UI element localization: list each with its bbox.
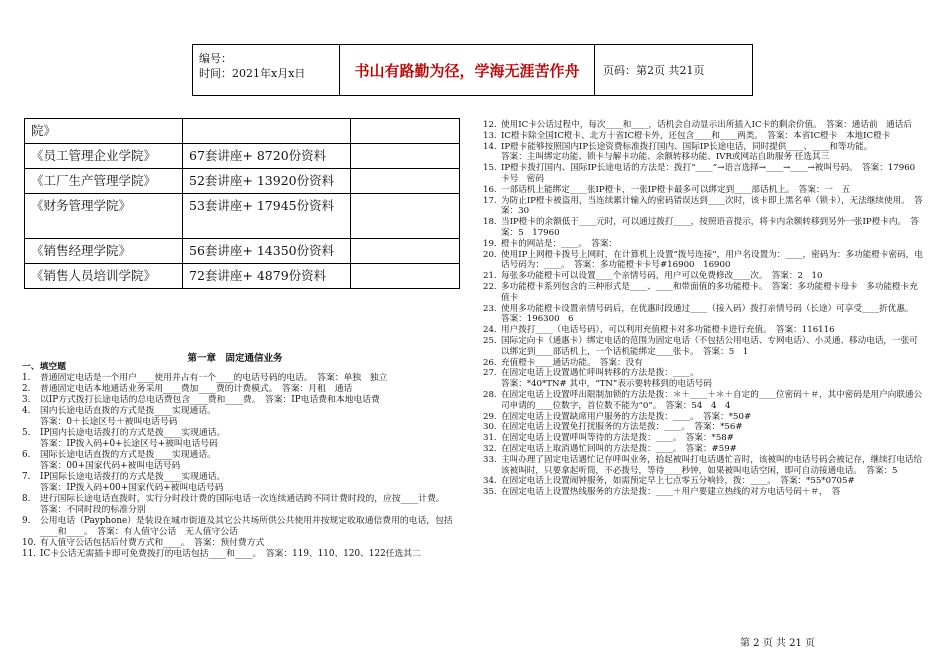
resource-table (24, 118, 460, 289)
item-text: 用户拨打____（电话号码），可以利用充值橙卡对多功能橙卡进行充值。 答案：116116 (501, 325, 835, 336)
list-item (483, 271, 923, 282)
item-number: 34. (483, 476, 497, 487)
item-number: 26. (483, 357, 497, 368)
table-cell: 52套讲座+ 13920份资料 (183, 169, 351, 194)
list-item (483, 142, 923, 153)
item-text: 答案：不同时段的标准分别 (40, 505, 146, 515)
list-item (483, 487, 923, 498)
page-header (192, 44, 753, 96)
list-item (483, 304, 923, 326)
item-text: IP国内长途电话拨打的方式是拨____实现通话。 (40, 428, 226, 438)
item-number: 15. (483, 163, 497, 174)
item-text: 在固定电话上设置遇忙呼叫转移的方法是拨：____。 (501, 368, 699, 379)
date-label: 时间：2021年x月x日 (199, 67, 306, 80)
list-item (483, 217, 923, 239)
list-item (22, 406, 467, 417)
item-text: 多功能橙卡系列包含的三种形式是____、____和带面值的多功能橙卡。 答案：多功能橙卡母卡 多功能橙卡充值卡 (501, 281, 918, 303)
item-text: 为防止IP橙卡被盗用，当连续累计输入的密码错误达到____次时，该卡即上黑名单（锁卡），无法继续使用。 答案：30 (501, 195, 923, 217)
right-column (483, 120, 923, 498)
item-number: 17. (483, 195, 497, 206)
item-number: 22. (483, 281, 497, 292)
item-number: 11. (22, 549, 36, 559)
item-number: 20. (483, 249, 497, 260)
table-cell (351, 239, 460, 264)
item-number: 8. (22, 494, 31, 504)
list-item (22, 516, 467, 538)
item-text: 答案：*40*TN# 其中，“TN”表示要转移到的电话号码 (501, 379, 712, 390)
list-item (483, 196, 923, 218)
list-item (22, 384, 467, 395)
table-row (25, 239, 460, 264)
item-text: 每张多功能橙卡可以设置____个亲情号码，用户可以免费修改____次。 答案：2 10 (501, 271, 823, 282)
list-item (22, 450, 467, 461)
item-number: 31. (483, 433, 497, 444)
list-item (22, 373, 467, 384)
item-number: 14. (483, 141, 497, 152)
table-row (25, 119, 460, 144)
item-text: 在固定电话上设置热线服务的方法是拨：____＋用户要建立热线的对方电话号码＋＃， 答 (501, 487, 841, 498)
item-number (22, 439, 40, 450)
table-row (25, 194, 460, 239)
header-motto: 书山有路勤为径，学海无涯苦作舟 (340, 45, 595, 95)
table-cell (351, 264, 460, 289)
list-item (483, 390, 923, 412)
item-number: 7. (22, 472, 31, 482)
item-text: 有人值守公话包括后付费方式和____。 答案：预付费方式 (40, 538, 265, 548)
item-number: 3. (22, 395, 31, 405)
list-item (483, 325, 923, 336)
table-cell: 《员工管理企业学院》 (25, 144, 183, 169)
list-item (22, 538, 467, 549)
list-item (22, 549, 467, 560)
list-item (483, 444, 923, 455)
item-text: 使用IC卡公话过程中，每次____和____，话机会自动显示出所插入IC卡的剩余价值。 答案：通话前 通话后 (501, 120, 912, 130)
serial-label: 编号： (199, 52, 232, 65)
table-cell: 《工厂生产管理学院》 (25, 169, 183, 194)
header-page-number: 页码：第2页 共21页 (603, 64, 705, 77)
table-cell (351, 119, 460, 144)
header-meta (193, 45, 340, 95)
list-item (22, 461, 467, 472)
list-item (22, 483, 467, 494)
item-number: 24. (483, 325, 497, 336)
item-text: 国际长途电话直拨的方式是拨____实现通话。 (40, 450, 216, 460)
page-footer: 第 2 页 共 21 页 (740, 638, 815, 649)
list-item (483, 185, 923, 196)
item-number (22, 505, 40, 516)
item-text: 普通固定电话是一个用户____使用并占有一个____的电话号码的电话。 答案：单独 独立 (40, 373, 388, 383)
list-item (483, 120, 923, 131)
item-number: 23. (483, 303, 497, 314)
chapter-title: 第一章 固定通信业务 (187, 353, 283, 364)
item-number: 4. (22, 406, 31, 416)
item-number (22, 417, 40, 428)
item-text: 充值橙卡____通话功能。 答案：没有 (501, 357, 643, 368)
item-text: 在固定电话上设置呼叫等待的方法是拨：____。 答案：*58# (501, 433, 734, 444)
item-text: 使用多功能橙卡设置亲情号码后，在优惠时段通过____（接入码）拨打亲情号码（长途）可享受____折优惠。 答案：196300 6 (501, 303, 918, 325)
item-text: IP橙卡能够按照国内IP长途资费标准拨打国内、国际IP长途电话，同时提供____、____和等功能。 (501, 141, 873, 152)
list-item (483, 422, 923, 433)
item-number: 29. (483, 411, 497, 422)
item-text: 国际定向卡（通惠卡）绑定电话的范围为固定电话（不包括公用电话、专网电话）、小灵通、移动电话，一张可以绑定到____部话机上，一个话机能绑定____张卡。 答案：5 1 (501, 335, 918, 357)
list-item (483, 152, 923, 163)
table-cell: 53套讲座+ 17945份资料 (183, 194, 351, 239)
table-cell (351, 169, 460, 194)
list-item (483, 368, 923, 379)
table-cell: 院》 (25, 119, 183, 144)
item-number: 19. (483, 238, 497, 249)
item-text: 答案：00+国家代码+被叫电话号码 (40, 461, 181, 471)
item-number: 5. (22, 428, 31, 438)
table-row (25, 169, 460, 194)
item-text: 主叫办理了固定电话遇忙记存呼叫业务，拾起被叫打电话遇忙音时，该被叫的电话号码会被记存，继续打电话给该被叫时，只要拿起听筒，不必拨号，等待____秒钟，如果被叫电话空闲，即可自动接通电话。 答案：5 (501, 454, 923, 476)
table-cell (183, 119, 351, 144)
item-text: 在固定电话上设置缺席用户服务的方法是拨：____。 答案：*50# (501, 411, 752, 422)
item-text: IP国际长途电话拨打的方式是拨____实现通话。 (40, 472, 226, 482)
list-item (483, 433, 923, 444)
item-text: 在固定电话上取消遇忙回叫的方法是拨：____。 答案：#59# (501, 443, 737, 454)
item-number: 6. (22, 450, 31, 460)
left-column (22, 362, 467, 560)
item-text: 使用IP上网橙卡拨号上网时，在计算机上设置“拨号连接”，用户名设置为：____，密码为：多功能橙卡密码，电话号码为：____。 答案：多功能橙卡卡号#16900 16900 (501, 249, 923, 271)
table-cell: 《销售经理学院》 (25, 239, 183, 264)
item-number: 25. (483, 335, 497, 346)
item-text: 进行国际长途电话直拨时，实行分时段计费的国际电话一次连续通话跨不同计费时段的，应按____计费。 (40, 494, 445, 504)
question-list-left (22, 373, 467, 560)
item-number: 35. (483, 487, 497, 498)
item-number: 10. (22, 538, 36, 548)
list-item (483, 476, 923, 487)
table-cell: 《财务管理学院》 (25, 194, 183, 239)
list-item (483, 239, 923, 250)
item-text: 答案：IP拨入码+0+长途区号+被叫电话号码 (40, 439, 218, 449)
table-cell (351, 144, 460, 169)
table-cell (351, 194, 460, 239)
table-row (25, 264, 460, 289)
item-text: IC卡公话无需插卡即可免费拨打的电话包括____和____。 答案：119、110、120、122任选其二 (40, 549, 421, 559)
list-item (22, 472, 467, 483)
list-item (22, 417, 467, 428)
table-cell: 56套讲座+ 14350份资料 (183, 239, 351, 264)
item-number (483, 152, 501, 163)
list-item (483, 282, 923, 304)
list-item (483, 336, 923, 358)
item-text: 当IP橙卡的余额低于____元时，可以通过拨打____，按照语音提示，将卡内余额转移到另外一张IP橙卡内。 答案：5 17960 (501, 217, 919, 238)
list-item (483, 455, 923, 477)
item-text: 一部话机上能绑定____张IP橙卡，一张IP橙卡最多可以绑定到____部话机上。 答案：一 五 (501, 184, 851, 195)
item-number: 13. (483, 130, 497, 141)
item-text: 公用电话（Payphone）是装设在城市街道及其它公共场所供公共使用并按规定收取通信费用的电话，包括____和____。 答案：有人值守公话 无人值守公话 (40, 516, 453, 537)
item-text: 在固定电话上设置闹钟服务，如需预定早上七点零五分响铃，拨：____。 答案：*55*0705# (501, 476, 855, 487)
item-number: 1. (22, 373, 31, 383)
list-item (22, 428, 467, 439)
table-cell: 《销售人员培训学院》 (25, 264, 183, 289)
item-text: 在固定电话上设置免打扰服务的方法是拨：____。 答案：*56# (501, 422, 743, 433)
item-number: 32. (483, 443, 497, 454)
list-item (483, 131, 923, 142)
item-number (22, 483, 40, 494)
item-number: 30. (483, 422, 497, 433)
list-item (483, 379, 923, 390)
list-item (22, 395, 467, 406)
section-title: 一、填空题 (22, 362, 66, 372)
item-number: 12. (483, 120, 497, 130)
item-number: 21. (483, 271, 497, 282)
item-number: 27. (483, 368, 497, 379)
list-item (483, 163, 923, 185)
question-list-right (483, 120, 923, 498)
item-number: 2. (22, 384, 31, 394)
item-text: 以IP方式拨打长途电话的总电话费包含____费和____费。 答案：IP电话费和本地电话费 (40, 395, 380, 405)
item-number: 28. (483, 389, 497, 400)
item-text: IC橙卡除全国IC橙卡、北方十省IC橙卡外，还包含____和____两类。 答案：本省IC橙卡 本地IC橙卡 (501, 130, 891, 141)
list-item (483, 250, 923, 272)
item-text: 答案：0＋长途区号＋被叫电话号码 (40, 417, 178, 427)
item-text: 答案：主叫绑定功能、锁卡与解卡功能、余额转移功能、IVR或网站自助服务 任选其三 (501, 152, 830, 163)
list-item (22, 439, 467, 450)
item-text: IP橙卡拨打国内、国际IP长途电话的方法是：拨打“____”→语言选择→____→____→被叫号码。 答案：17960 卡号 密码 (501, 163, 924, 184)
list-item (483, 358, 923, 369)
list-item (22, 494, 467, 505)
item-number (22, 461, 40, 472)
list-item (22, 505, 467, 516)
table-cell: 67套讲座+ 8720份资料 (183, 144, 351, 169)
item-text: 在固定电话上设置呼出限制加锁的方法是拨：＊＋____＋＊＋自定的____位密码＋＃，其中密码是用户向联通公司申请的____位数字，首位数不能为“0”。 答案：54 4 4 (501, 389, 923, 411)
list-item (483, 412, 923, 423)
item-number (483, 379, 501, 390)
item-text: 普通固定电话本地通话业务采用____费加____费的计费模式。 答案：月租 通话 (40, 384, 353, 394)
item-number: 18. (483, 217, 497, 228)
item-text: 答案：IP拨入码+00+国家代码+被叫电话号码 (40, 483, 224, 493)
item-number: 16. (483, 184, 497, 195)
item-number: 33. (483, 454, 497, 465)
item-text: 橙卡的网站是：____。 答案： (501, 238, 618, 249)
table-cell: 72套讲座+ 4879份资料 (183, 264, 351, 289)
item-text: 国内长途电话直拨的方式是拨____实现通话。 (40, 406, 216, 416)
item-number: 9. (22, 516, 31, 526)
table-row (25, 144, 460, 169)
